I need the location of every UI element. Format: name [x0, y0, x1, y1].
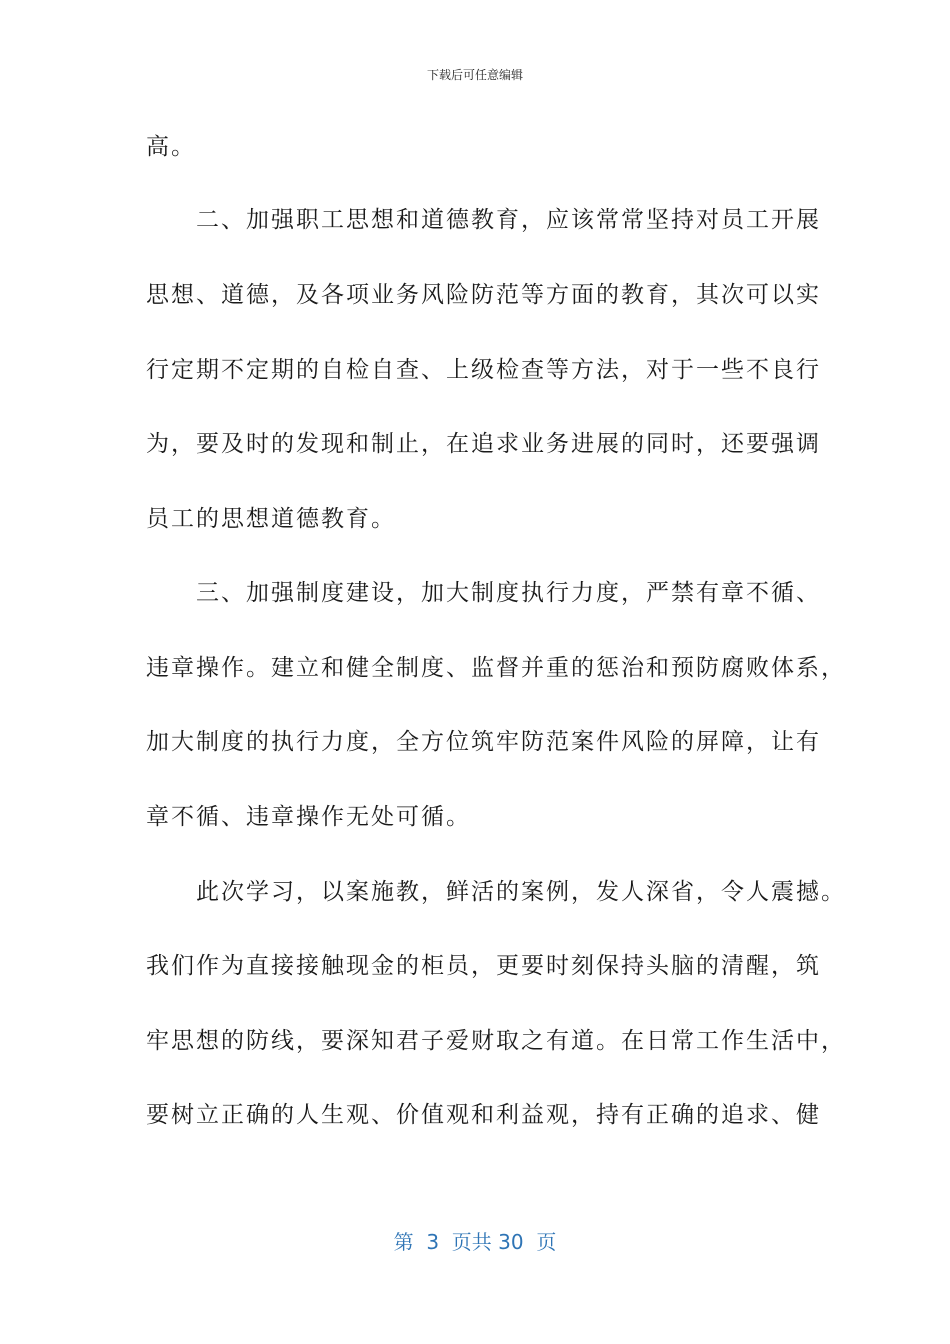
page-number-footer: 第 3 页共 30 页 [393, 1230, 557, 1254]
body-line-6: 员工的思想道德教育。 [146, 506, 396, 532]
body-line-11: 此次学习，以案施教，鲜活的案例，发人深省，令人震撼。 [146, 879, 846, 905]
body-line-2: 二、加强职工思想和道德教育，应该常常坚持对员工开展 [146, 207, 821, 233]
body-line-12: 我们作为直接接触现金的柜员，更要时刻保持头脑的清醒，筑 [146, 953, 821, 979]
body-line-14: 要树立正确的人生观、价值观和利益观，持有正确的追求、健 [146, 1102, 821, 1128]
body-line-8: 违章操作。建立和健全制度、监督并重的惩治和预防腐败体系， [146, 655, 846, 681]
body-line-3: 思想、道德，及各项业务风险防范等方面的教育，其次可以实 [146, 282, 821, 308]
body-line-1: 高。 [146, 134, 196, 160]
page-header: 下载后可任意编辑 [426, 68, 523, 82]
body-line-4: 行定期不定期的自检自查、上级检查等方法，对于一些不良行 [146, 357, 821, 383]
body-line-10: 章不循、违章操作无处可循。 [146, 804, 471, 830]
body-line-9: 加大制度的执行力度，全方位筑牢防范案件风险的屏障，让有 [146, 729, 821, 755]
body-line-5: 为，要及时的发现和制止，在追求业务进展的同时，还要强调 [146, 431, 821, 457]
body-line-13: 牢思想的防线，要深知君子爱财取之有道。在日常工作生活中， [146, 1028, 846, 1054]
body-line-7: 三、加强制度建设，加大制度执行力度，严禁有章不循、 [146, 580, 821, 606]
